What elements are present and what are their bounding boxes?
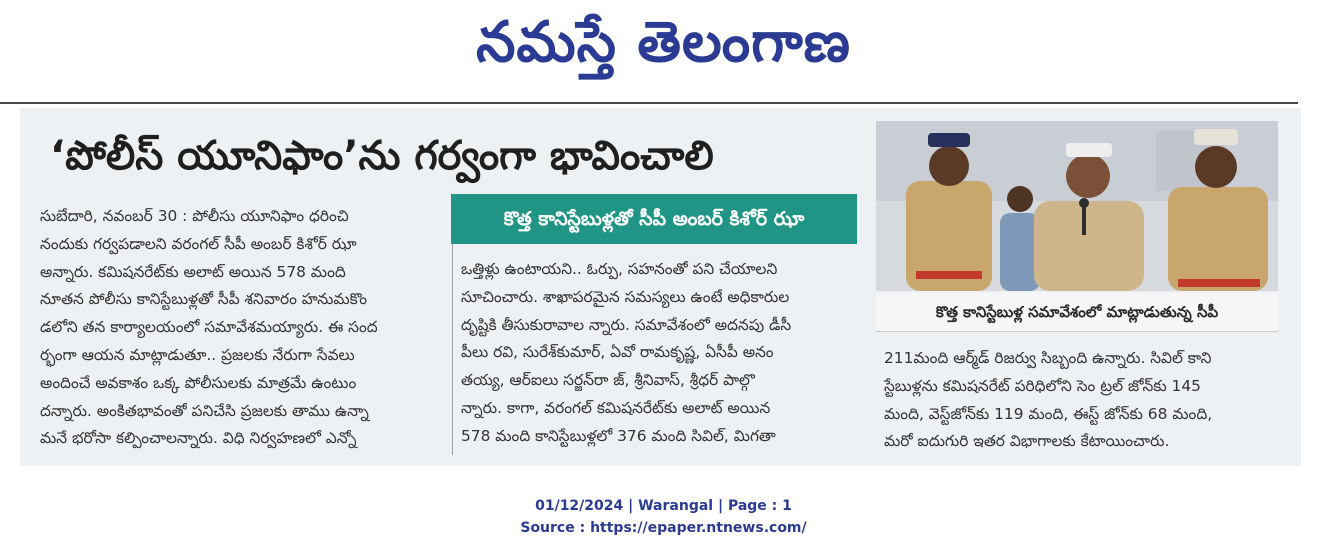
masthead-rule (0, 102, 1298, 104)
article-column-2 (461, 256, 856, 451)
photo-caption: కొత్త కానిస్టేబుళ్ల సమావేశంలో మాట్లాడుతున్న సీపీ (876, 293, 1278, 332)
newspaper-logo: నమస్తే తెలంగాణ (476, 10, 851, 75)
article-subheadline: కొత్త కానిస్టేబుళ్లతో సీపీ అంబర్ కిశోర్ ఝా (451, 194, 857, 244)
footer-date-line: 01/12/2024 | Warangal | Page : 1 (535, 498, 792, 514)
text-line: సుబేదారి, నవంబర్ 30 : పోలీసు యూనిఫాం ధరించి (40, 207, 349, 225)
text-line: మనే భరోసా కల్పించాలన్నారు. విధి నిర్వహణలో ఎన్నో (40, 429, 357, 448)
article-column-1 (40, 203, 445, 453)
text-line: అన్నారు. కమిషనరేట్‌కు అలాట్ అయిన 578 మంది (40, 262, 346, 281)
footer-source-link[interactable]: Source : https://epaper.ntnews.com/ (520, 520, 807, 536)
text-line: నందుకు గర్వపడాలని వరంగల్ సీపీ అంబర్ కిశోర్ ఝా (40, 234, 357, 253)
text-line: స్టేబుళ్లను కమిషనరేట్ పరిధిలోని సెం ట్రల్ జోన్‌కు 145 (884, 376, 1201, 395)
text-line: దన్నారు. అంకితభావంతో పనిచేసి ప్రజలకు తాము ఉన్నా (40, 401, 369, 420)
text-line: దృష్టికి తీసుకురావాల న్నారు. సమావేశంలో అదనపు డీసీ (461, 315, 792, 334)
police-officers-photo (876, 121, 1278, 291)
text-line: అందించే అవకాశం ఒక్క పోలీసులకు మాత్రమే ఉంటుం (40, 373, 357, 392)
text-line: న్నారు. కాగా, వరంగల్ కమిషనరేట్‌కు అలాట్ అయిన (461, 398, 771, 417)
masthead (0, 0, 1327, 90)
text-line: మరో ఐదుగురి ఇతర విభాగాలకు కేటాయించారు. (884, 432, 1170, 451)
article-photo (876, 121, 1278, 291)
text-line: నూతన పోలీసు కానిస్టేబుళ్లతో సీపీ శనివారం హనుమకొం (40, 290, 368, 309)
text-line: మంది, వెస్ట్‌జోన్‌కు 119 మంది, ఈస్ట్ జోన్‌కు 68 మంది, (884, 404, 1213, 423)
text-line: డలోని తన కార్యాలయంలో సమావేశమయ్యారు. ఈ సంద (40, 318, 378, 337)
text-line: 578 మంది కానిస్టేబుళ్లలో 376 మంది సివిల్, మిగతా (461, 426, 776, 445)
text-line: సూచించారు. శాఖాపరమైన సమస్యలు ఉంటే అధికారుల (461, 287, 790, 306)
text-line: పీలు రవి, సురేశ్‌కుమార్, ఏవో రామకృష్ణ, ఏసీపీ అనం (461, 343, 774, 362)
article-headline: ‘పోలీస్ యూనిఫాం’ను గర్వంగా భావించాలి (50, 133, 714, 179)
article-column-3 (884, 345, 1284, 456)
text-line: ఒత్తిళ్లు ఉంటాయని.. ఓర్పు, సహనంతో పని చేయాలని (461, 260, 778, 278)
text-line: 211మంది ఆర్మ్‌డ్ రిజర్వు సిబ్బంది ఉన్నారు. సివిల్ కాని (884, 349, 1212, 367)
text-line: ర్భంగా ఆయన మాట్లాడుతూ.. ప్రజలకు నేరుగా సేవలు (40, 345, 355, 364)
text-line: తయ్య, ఆర్‌ఐలు సర్జన్‌రా జ్, శ్రీనివాస్, శ్రీధర్ పాల్గొ (461, 371, 755, 390)
